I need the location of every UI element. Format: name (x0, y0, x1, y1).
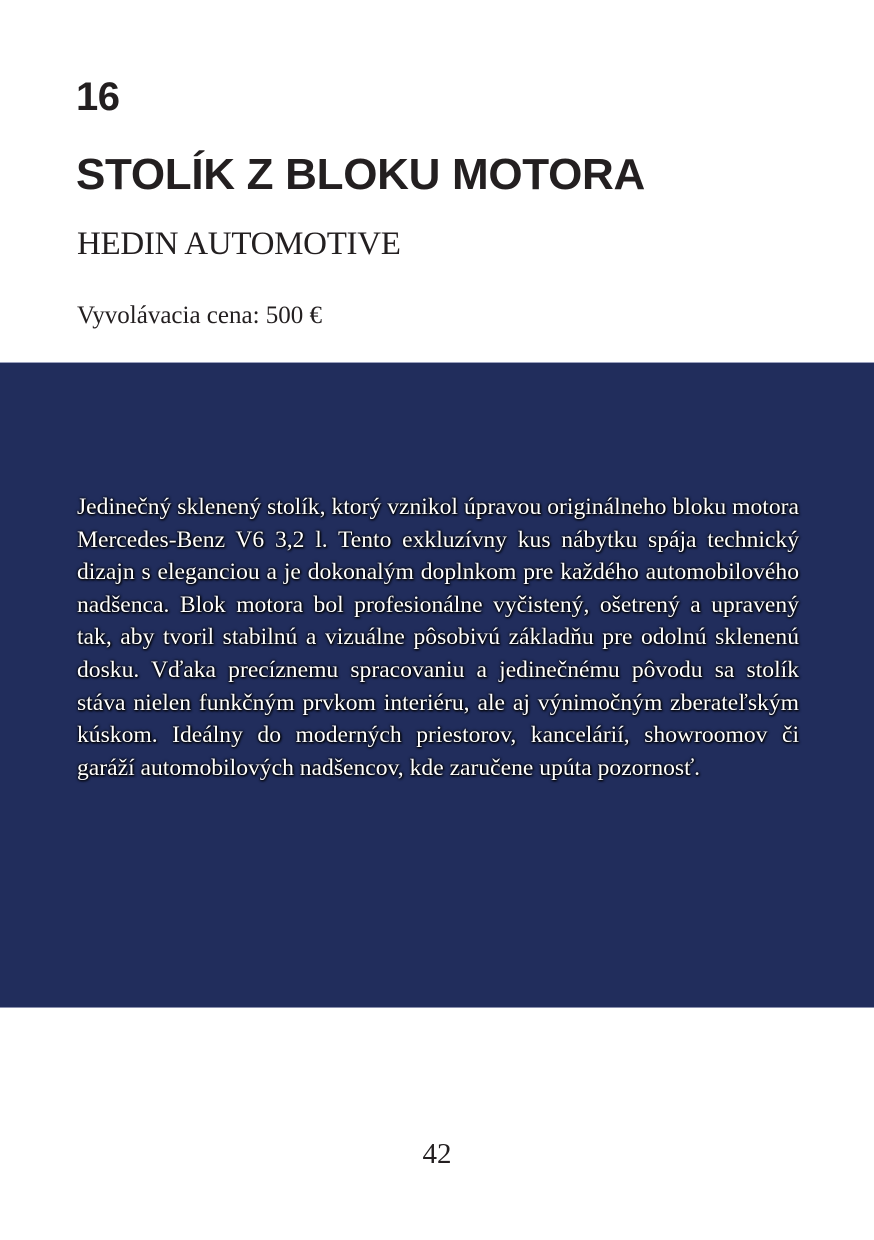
page-number: 42 (422, 1138, 452, 1170)
lot-title: STOLÍK Z BLOKU MOTORA (76, 150, 645, 199)
starting-price: Vyvolávacia cena: 500 € (77, 302, 323, 329)
description-text: Jedinečný sklenený stolík, ktorý vznikol úpravou originálneho bloku motora Mercedes-Benz V6 3,2 l. Tento exkluzívny kus nábytku spája technický dizajn s eleganciou a je dokonalým doplnkom pre každého automobilového nadšenca. Blok motora bol profesionálne vyčistený, ošetrený a upravený tak, aby tvoril stabilnú a vizuálne pôsobivú základňu pre odolnú sklenenú dosku. Vďaka precíznemu spracovaniu a jedinečnému pôvodu sa stolík stáva nielen funkčným prvkom interiéru, ale aj výnimočným zberateľským kúskom. Ideálny do moderných priestorov, kancelárií, showroomov či garáží automobilových nadšencov, kde zaručene upúta pozornosť. (77, 494, 799, 781)
donor-name: HEDIN AUTOMOTIVE (77, 226, 401, 262)
description-panel (0, 362, 874, 1008)
lot-number: 16 (76, 75, 120, 119)
